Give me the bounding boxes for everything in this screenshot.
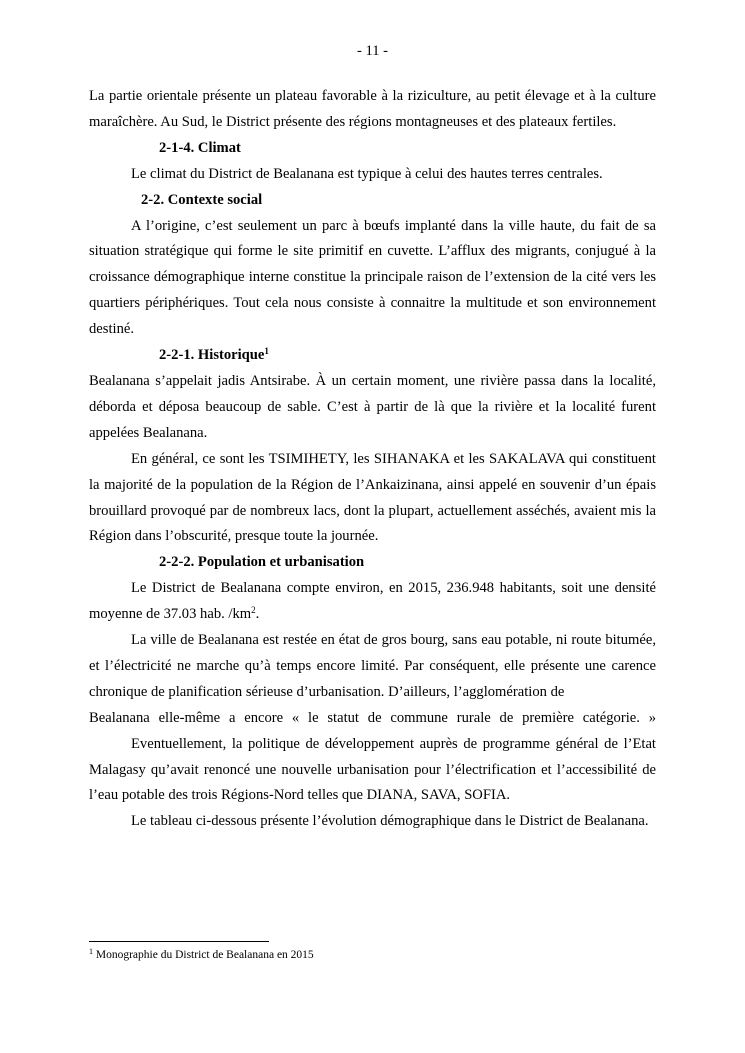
population-period: . bbox=[255, 606, 260, 623]
page-number: - 11 - bbox=[356, 43, 389, 59]
paragraph-population-3: Eventuellement, la politique de développement auprès de programme général de l’Etat Malagasy qu’avait renoncé une nouvelle urbanisation pour l’électrification et l’accessibilité de l’eau potable des trois Régions-Nord telles que DIANA, SAVA, SOFIA. bbox=[89, 735, 656, 804]
heading-contexte-social: 2-2. Contexte social bbox=[141, 191, 263, 208]
paragraph-population-2: La ville de Bealanana est restée en état de gros bourg, sans eau potable, ni route bitumée, et l’électricité ne marche qu’à temps encore limité. Par conséquent, elle présente une carence chronique de planification sérieuse d’urbanisation. D’ailleurs, l’agglomération de bbox=[89, 632, 656, 700]
heading-climat: 2-1-4. Climat bbox=[159, 139, 241, 156]
heading-historique-text: 2-2-1. Historique bbox=[159, 347, 265, 364]
footnote-reference: 1 bbox=[264, 346, 269, 357]
paragraph-contexte-social: A l’origine, c’est seulement un parc à bœufs implanté dans la ville haute, du fait de sa situation stratégique qui forme le site primitif en cuvette. L’afflux des migrants, conjugué à la croissance démographique interne constitue la principale raison de l’extension de la cité vers les quartiers périphériques. Tout cela nous consiste à connaitre la multitude et son environnement destiné. bbox=[89, 217, 656, 338]
paragraph-population-1 bbox=[89, 576, 656, 628]
paragraph-population-4: Le tableau ci-dessous présente l’évolution démographique dans le District de Bealanana. bbox=[131, 813, 649, 830]
heading-population: 2-2-2. Population et urbanisation bbox=[159, 554, 365, 571]
superscript-two: 2 bbox=[251, 605, 256, 616]
footnote-marker: 1 bbox=[89, 947, 93, 956]
paragraph-historique-1: Bealanana s’appelait jadis Antsirabe. À un certain moment, une rivière passa dans la localité, déborda et déposa beaucoup de sable. C’est à partir de là que la rivière et la localité furent appelées Bealanana. bbox=[89, 372, 656, 441]
footnote-text: Monographie du District de Bealanana en 2015 bbox=[95, 949, 314, 961]
footnote bbox=[89, 946, 656, 964]
paragraph-geography: La partie orientale présente un plateau favorable à la riziculture, au petit élevage et à la culture maraîchère. Au Sud, le District présente des régions montagneuses et des plateaux fertiles. bbox=[89, 88, 656, 130]
heading-historique bbox=[89, 343, 656, 369]
document-body bbox=[89, 84, 656, 835]
paragraph-climat: Le climat du District de Bealanana est typique à celui des hautes terres centrales. bbox=[131, 165, 603, 182]
paragraph-population-2-last-line: Bealanana elle-même a encore « le statut de commune rurale de première catégorie. » bbox=[89, 709, 656, 726]
population-density-text: Le District de Bealanana compte environ, en 2015, 236.948 habitants, soit une densité moyenne de 37.03 hab. /km bbox=[89, 580, 656, 623]
footnote-divider bbox=[89, 941, 269, 942]
paragraph-historique-2: En général, ce sont les TSIMIHETY, les SIHANAKA et les SAKALAVA qui constituent la majorité de la population de la Région de l’Ankaizinana, ainsi appelé en souvenir d’un épais brouillard provoqué par de nombreux lacs, dont la plupart, actuellement asséchés, avaient mis la Région dans l’obscurité, presque toute la journée. bbox=[89, 450, 656, 545]
